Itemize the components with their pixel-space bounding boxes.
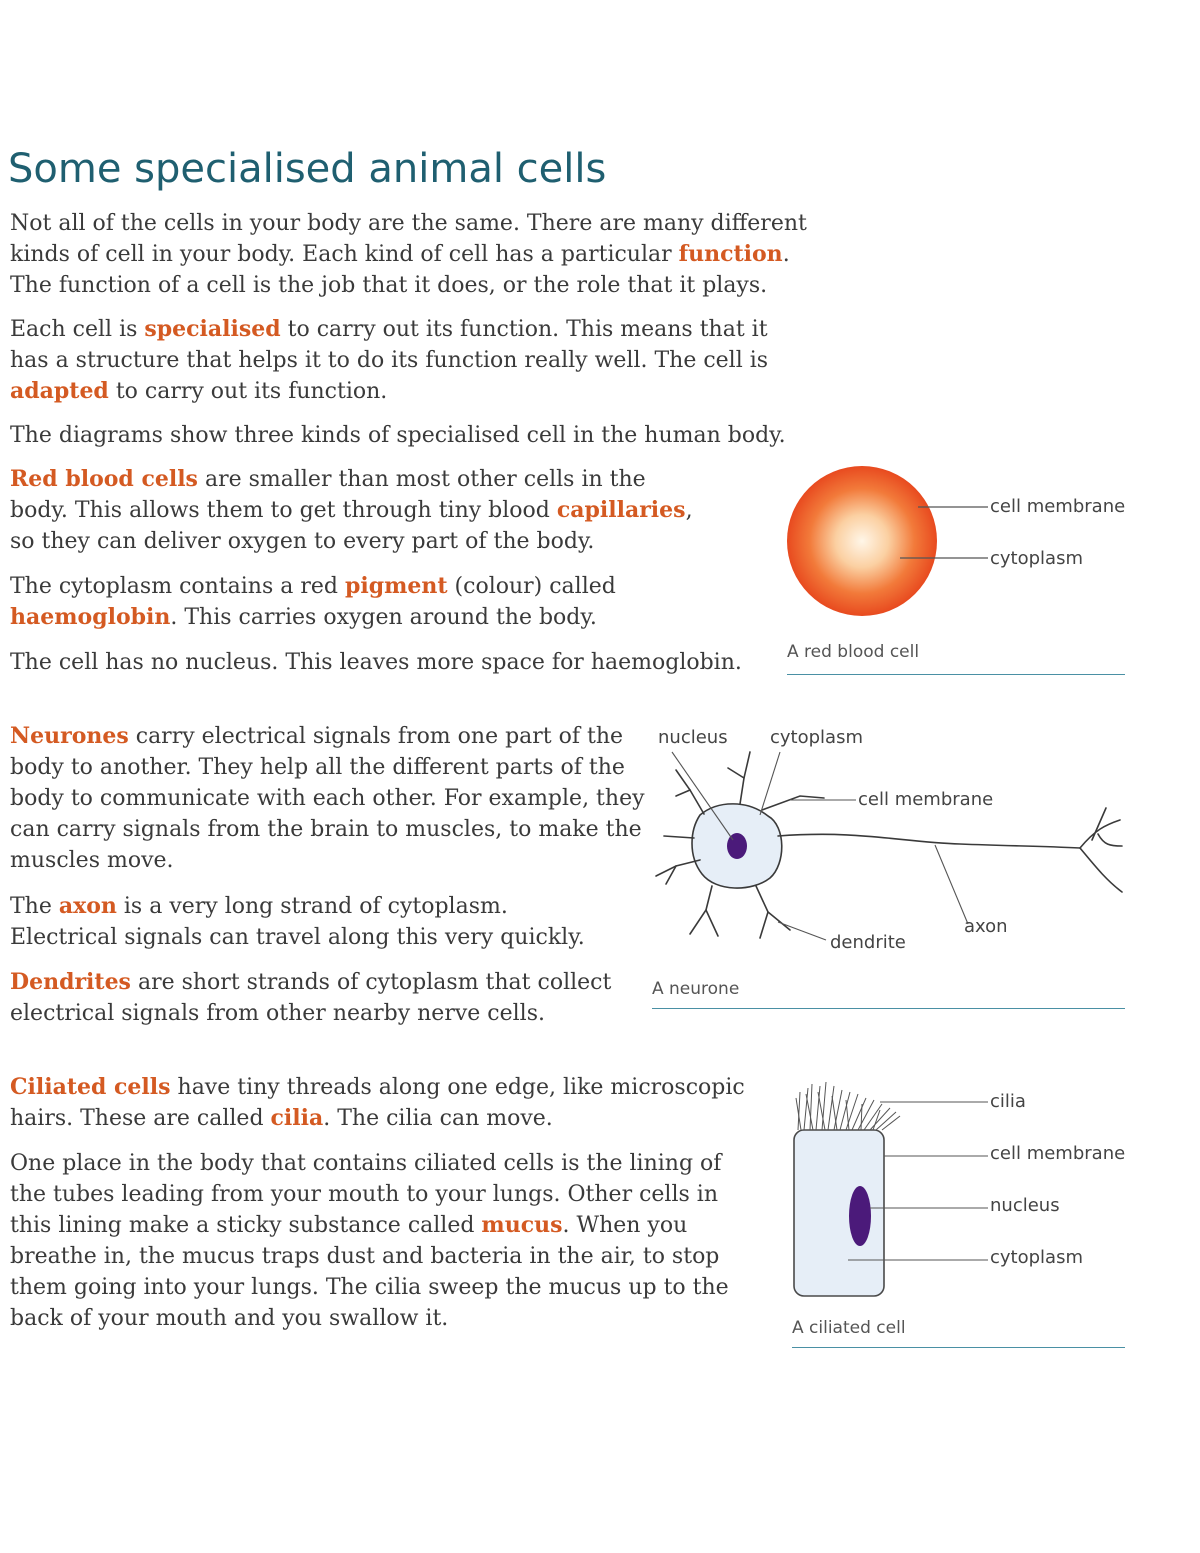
keyword-adapted: adapted (10, 378, 109, 404)
rbc-paragraph-3: The cell has no nucleus. This leaves more space for haemoglobin. (10, 650, 742, 675)
dendrite-7 (664, 836, 694, 838)
intro-paragraph-2: Each cell is specialised to carry out its function. This means that it has a structure that helps it to do its function really well. The cell is adapted to carry out its function. (10, 316, 769, 404)
neurone-caption: A neurone (652, 979, 740, 999)
rbc-label-membrane: cell membrane (990, 496, 1126, 517)
neurone-label-axon: axon (964, 916, 1008, 937)
neurone-nucleus (727, 833, 747, 859)
neurone-label-nucleus: nucleus (658, 727, 728, 748)
rbc-body (787, 466, 937, 616)
dendrite-6b (760, 912, 768, 938)
intro-paragraph-3: The diagrams show three kinds of specialised cell in the human body. (10, 423, 786, 448)
ciliated-nucleus (849, 1186, 871, 1246)
ciliated-caption: A ciliated cell (792, 1318, 906, 1338)
ciliated-label-membrane: cell membrane (990, 1143, 1126, 1164)
neurone-paragraph-1: Neurones carry electrical signals from one part of the body to another. They help all the different parts of the body to communicate with each other. For example, they can carry signals from the brain to muscles, to make the muscles move. (10, 723, 645, 873)
rbc-paragraph-1: Red blood cells are smaller than most other cells in the body. This allows them to get through tiny blood capillaries, so they can deliver oxygen to every part of the body. (10, 466, 693, 554)
dendrite-6 (756, 886, 790, 930)
page-title: Some specialised animal cells (8, 146, 607, 192)
rbc-caption: A red blood cell (787, 642, 920, 662)
cilia-strands (796, 1082, 900, 1130)
ciliated-cell-diagram (794, 1082, 988, 1296)
keyword-ciliated-cells: Ciliated cells (10, 1074, 171, 1100)
ciliated-label-cytoplasm: cytoplasm (990, 1247, 1083, 1268)
dendrite-5b (706, 910, 718, 936)
intro-paragraph-1: Not all of the cells in your body are the same. There are many different kinds of cell in your body. Each kind of cell has a particular function. The function of a cell is the job that it does, or the role that it plays. (10, 211, 807, 298)
dendrite-2 (740, 752, 750, 804)
keyword-pigment: pigment (344, 573, 448, 599)
neurone-label-dendrite: dendrite (830, 932, 906, 953)
keyword-capillaries: capillaries (556, 497, 686, 523)
neurone-label-membrane: cell membrane (858, 789, 994, 810)
keyword-red-blood-cells: Red blood cells (10, 466, 198, 492)
ciliated-paragraph-1: Ciliated cells have tiny threads along one edge, like microscopic hairs. These are called cilia. The cilia can move. (10, 1074, 745, 1131)
dendrite-5 (690, 886, 712, 934)
keyword-function: function (678, 241, 783, 267)
dendrite-2b (728, 768, 744, 778)
dendrite-3 (762, 796, 824, 810)
axon-terminal-upper (1080, 820, 1120, 848)
dendrite-1b (676, 790, 690, 796)
keyword-specialised: specialised (144, 316, 281, 342)
rbc-paragraph-2: The cytoplasm contains a red pigment (colour) called haemoglobin. This carries oxygen around the body. (10, 573, 616, 630)
neurone-paragraph-2: The axon is a very long strand of cytoplasm. Electrical signals can travel along this very quickly. (10, 893, 585, 950)
keyword-dendrites: Dendrites (10, 969, 131, 995)
ciliated-label-nucleus: nucleus (990, 1195, 1060, 1216)
ciliated-paragraph-2: One place in the body that contains ciliated cells is the lining of the tubes leading from your mouth to your lungs. Other cells in this lining make a sticky substance called mucus. When you breathe in, the mucus traps dust and bacteria in the air, to stop them going into your lungs. The cilia sweep the mucus up to the back of your mouth and you swallow it. (10, 1151, 729, 1331)
keyword-neurones: Neurones (10, 723, 129, 749)
keyword-cilia: cilia (270, 1105, 324, 1131)
keyword-haemoglobin: haemoglobin (10, 604, 171, 630)
dendrite-4 (656, 860, 700, 876)
rbc-caption-rule (787, 674, 1125, 675)
ciliated-label-cilia: cilia (990, 1091, 1026, 1112)
neurone-diagram (656, 752, 1122, 938)
keyword-axon: axon (58, 893, 117, 919)
neurone-axon (778, 834, 1080, 848)
neurone-label-cytoplasm: cytoplasm (770, 727, 863, 748)
neurone-paragraph-3: Dendrites are short strands of cytoplasm that collect electrical signals from other nearby nerve cells. (10, 969, 612, 1026)
ciliated-caption-rule (792, 1347, 1125, 1348)
axon-terminal-mid (1098, 834, 1122, 846)
axon-terminal-lower (1080, 848, 1122, 892)
rbc-label-cytoplasm: cytoplasm (990, 548, 1083, 569)
red-blood-cell-diagram (787, 466, 988, 616)
keyword-mucus: mucus (481, 1212, 563, 1238)
neurone-caption-rule (652, 1008, 1125, 1009)
